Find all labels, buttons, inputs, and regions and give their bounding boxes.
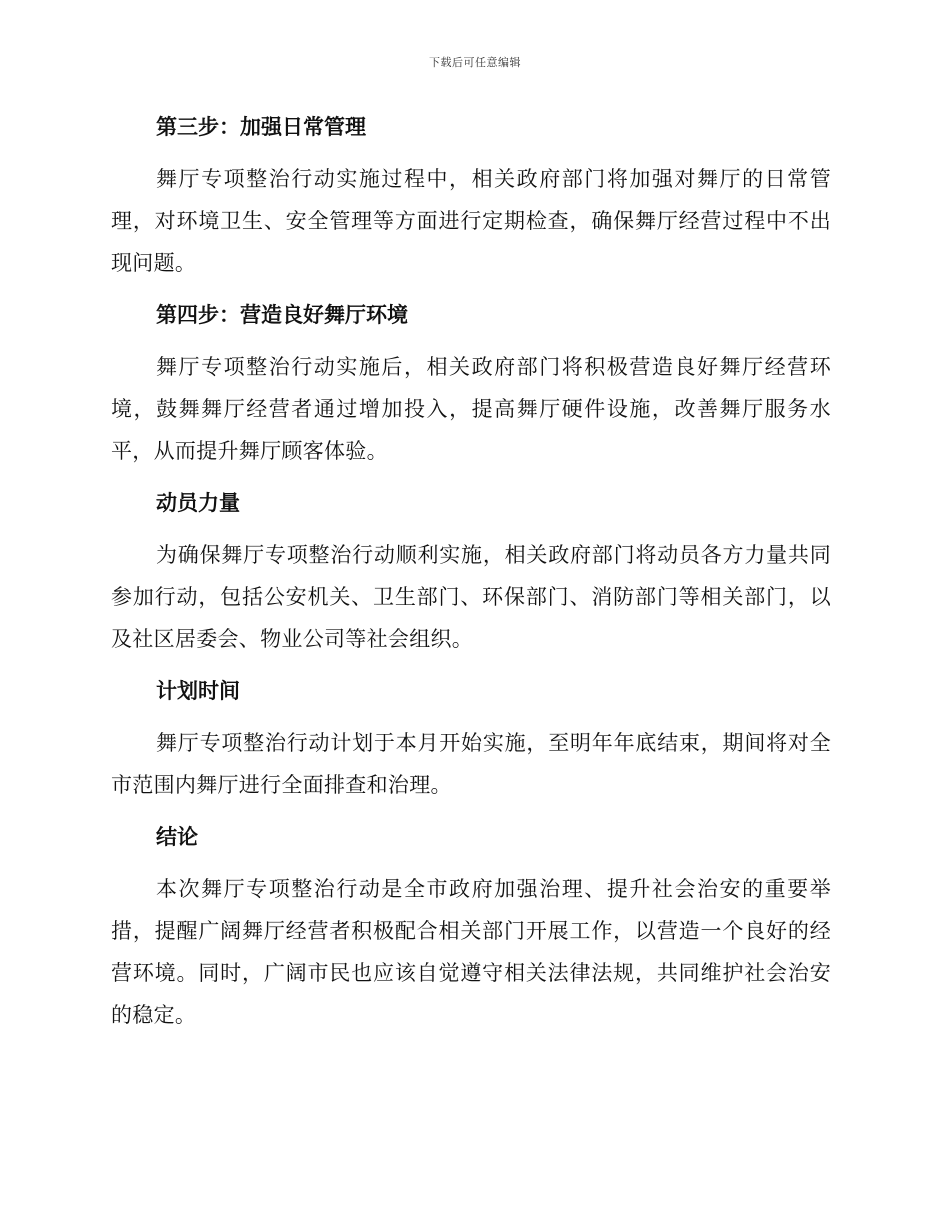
page-header-note: 下载后可任意编辑 <box>429 56 521 69</box>
section-heading: 第四步：营造良好舞厅环境 <box>156 303 408 327</box>
section-conclusion <box>111 820 831 1036</box>
section-heading: 动员力量 <box>156 491 240 515</box>
section-paragraph: 本次舞厅专项整治行动是全市政府加强治理、提升社会治安的重要举措，提醒广阔舞厅经营者积极配合相关部门开展工作，以营造一个良好的经营环境。同时，广阔市民也应该自觉遵守相关法律法规，共同维护社会治安的稳定。 <box>111 877 831 1027</box>
section-paragraph: 舞厅专项整治行动计划于本月开始实施，至明年年底结束，期间将对全市范围内舞厅进行全面排查和治理。 <box>111 731 831 797</box>
section-heading: 计划时间 <box>156 679 240 703</box>
section-step-four <box>111 298 831 472</box>
section-schedule <box>111 674 831 806</box>
section-mobilize-forces <box>111 486 831 660</box>
section-heading: 第三步：加强日常管理 <box>156 115 366 139</box>
section-paragraph: 舞厅专项整治行动实施过程中，相关政府部门将加强对舞厅的日常管理，对环境卫生、安全管理等方面进行定期检查，确保舞厅经营过程中不出现问题。 <box>111 167 831 275</box>
section-paragraph: 舞厅专项整治行动实施后，相关政府部门将积极营造良好舞厅经营环境，鼓舞舞厅经营者通过增加投入，提高舞厅硬件设施，改善舞厅服务水平，从而提升舞厅顾客体验。 <box>111 355 831 463</box>
section-paragraph: 为确保舞厅专项整治行动顺利实施，相关政府部门将动员各方力量共同参加行动，包括公安机关、卫生部门、环保部门、消防部门等相关部门，以及社区居委会、物业公司等社会组织。 <box>111 543 831 651</box>
section-step-three <box>111 110 831 284</box>
document-body <box>111 110 831 1050</box>
section-heading: 结论 <box>156 825 198 849</box>
